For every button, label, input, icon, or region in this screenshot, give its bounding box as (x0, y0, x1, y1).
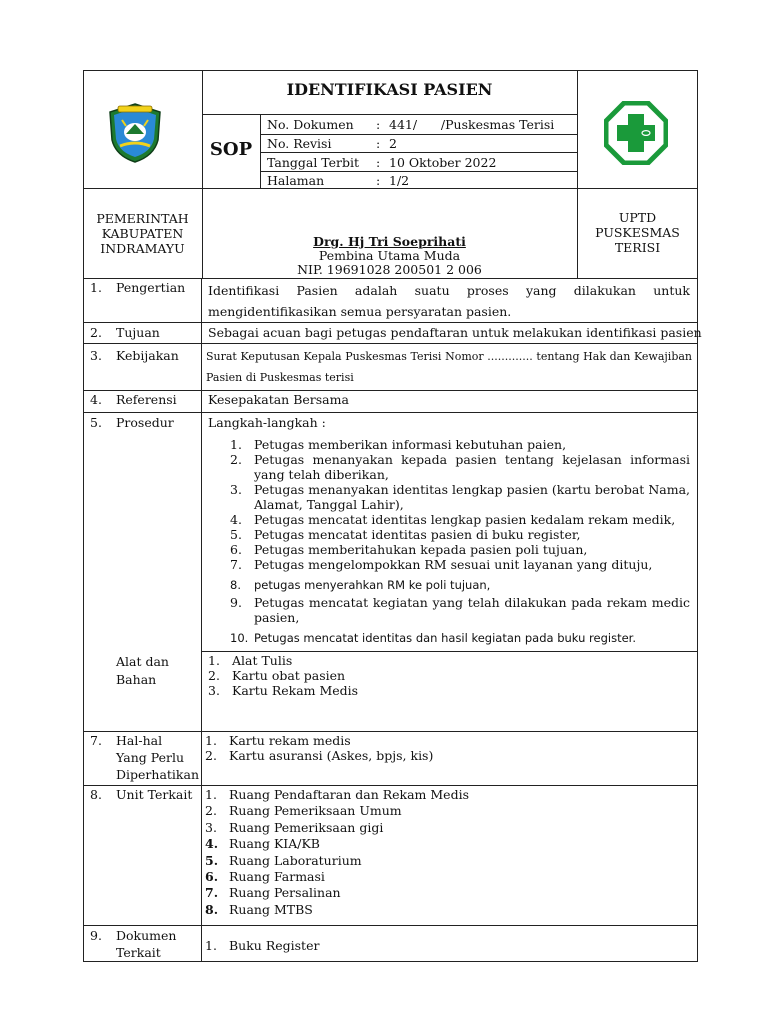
list-item: 8. Ruang MTBS (205, 901, 313, 917)
meta-label: Tanggal Terbit (267, 155, 360, 170)
section-label: Diperhatikan (116, 767, 199, 782)
section-number: 4. (90, 392, 102, 407)
section-label: Tujuan (116, 325, 160, 340)
meta-value-halaman: 1/2 (389, 173, 410, 188)
divider (83, 925, 698, 926)
section-label: Hal-hal (116, 733, 163, 748)
divider (260, 114, 261, 188)
divider (83, 278, 698, 279)
org-right-line: TERISI (614, 240, 661, 255)
divider (260, 171, 577, 172)
section-number: 5. (90, 415, 102, 430)
halhal-list (205, 733, 685, 763)
divider (83, 731, 698, 732)
list-item: 2. Petugas menanyakan kepada pasien tentang kejelasan informasi yang telah diberikan, (230, 452, 690, 482)
list-item: 1. Alat Tulis (208, 653, 293, 668)
prosedur-steps (230, 437, 690, 646)
tujuan-text: Sebagai acuan bagi petugas pendaftaran untuk melakukan identifikasi pasien (208, 325, 702, 340)
section-number: 8. (90, 787, 102, 802)
meta-value-tanggal: 10 Oktober 2022 (389, 155, 497, 170)
alat-list (208, 653, 688, 698)
divider (83, 390, 698, 391)
section-label: Unit Terkait (116, 787, 193, 802)
page-title: IDENTIFIKASI PASIEN (286, 80, 493, 99)
divider (83, 322, 698, 323)
dokumen-list (205, 938, 685, 953)
kebijakan-text: Surat Keputusan Kepala Puskesmas Terisi Nomor ............. tentang Hak dan Kewajiban Pasien di Puskesmas terisi (206, 350, 692, 384)
list-item: 2. Kartu obat pasien (208, 668, 346, 683)
list-item: 5. Petugas mencatat identitas pasien di buku register, (230, 527, 581, 542)
divider (83, 343, 698, 344)
list-item: 3. Kartu Rekam Medis (208, 683, 359, 698)
list-item: 4. Petugas mencatat identitas lengkap pasien kedalam rekam medik, (230, 512, 676, 527)
meta-label: Halaman (267, 173, 325, 188)
list-item: 10. Petugas mencatat identitas dan hasil kegiatan pada buku register. (230, 631, 636, 645)
signer-nip: NIP. 19691028 200501 2 006 (297, 262, 482, 277)
section-number: 7. (90, 733, 102, 748)
section-label: Dokumen (116, 928, 177, 943)
divider (201, 278, 202, 962)
list-item: 1. Kartu rekam medis (205, 733, 351, 748)
list-item: 2. Kartu asuransi (Askes, bpjs, kis) (205, 748, 434, 763)
section-label: Pengertian (116, 280, 186, 295)
referensi-text: Kesepakatan Bersama (208, 392, 349, 407)
org-left-line: KABUPATEN (101, 226, 184, 241)
signer-rank: Pembina Utama Muda (318, 248, 461, 263)
list-item: 8. petugas menyerahkan RM ke poli tujuan, (230, 578, 491, 592)
prosedur-intro: Langkah-langkah : (208, 415, 326, 430)
list-item: 9. Petugas mencatat kegiatan yang telah dilakukan pada rekam medic pasien, (230, 595, 690, 625)
section-number: 3. (90, 348, 102, 363)
divider (201, 651, 698, 652)
list-item: 3. Petugas menanyakan identitas lengkap pasien (kartu berobat Nama, Alamat, Tanggal Lahir), (230, 482, 690, 512)
list-item: 6. Petugas memberitahukan kepada pasien poli tujuan, (230, 542, 588, 557)
meta-label: No. Revisi (267, 136, 332, 151)
list-item: 6. Ruang Farmasi (205, 869, 325, 885)
unit-list (205, 787, 685, 918)
section-label: Referensi (116, 392, 177, 407)
section-number: 9. (90, 928, 102, 943)
list-item: 7. Ruang Persalinan (205, 885, 341, 901)
section-label: Yang Perlu (116, 750, 185, 765)
sop-label: SOP (209, 139, 253, 160)
divider (202, 114, 577, 115)
meta-sep: : (376, 173, 381, 188)
meta-value-dokumen: 441/ /Puskesmas Terisi (389, 117, 555, 132)
list-item: 1. Petugas memberikan informasi kebutuhan paien, (230, 437, 567, 452)
kabupaten-crest-logo (106, 100, 164, 164)
org-right-line: PUSKESMAS (595, 225, 680, 240)
org-left-line: PEMERINTAH (96, 211, 189, 226)
org-left-line: INDRAMAYU (100, 241, 185, 256)
list-item: 2. Ruang Pemeriksaan Umum (205, 803, 402, 819)
section-label: Prosedur (116, 415, 174, 430)
section-number: 2. (90, 325, 102, 340)
meta-value-revisi: 2 (389, 136, 397, 151)
divider (83, 785, 698, 786)
divider (260, 152, 577, 153)
org-right-line: UPTD (618, 210, 657, 225)
meta-label: No. Dokumen (267, 117, 354, 132)
list-item: 5. Ruang Laboraturium (205, 852, 362, 868)
signer-name: Drg. Hj Tri Soeprihati (313, 234, 466, 249)
puskesmas-cross-logo (604, 101, 668, 165)
section-label: Bahan (116, 672, 157, 687)
list-item: 7. Petugas mengelompokkan RM sesuai unit layanan yang dituju, (230, 557, 653, 572)
section-label: Terkait (116, 945, 161, 960)
divider (83, 188, 698, 189)
list-item: 1. Buku Register (205, 938, 320, 953)
section-number: 1. (90, 280, 102, 295)
pengertian-text: Identifikasi Pasien adalah suatu proses yang dilakukan untuk mengidentifikasikan semua persyaratan pasien. (208, 283, 690, 319)
list-item: 4. Ruang KIA/KB (205, 836, 320, 852)
list-item: 1. Ruang Pendaftaran dan Rekam Medis (205, 787, 469, 802)
meta-sep: : (376, 155, 381, 170)
meta-sep: : (376, 117, 381, 132)
meta-sep: : (376, 136, 381, 151)
list-item: 3. Ruang Pemeriksaan gigi (205, 819, 384, 835)
section-label: Alat dan (116, 654, 169, 669)
divider (83, 412, 698, 413)
divider (260, 134, 577, 135)
section-label: Kebijakan (116, 348, 179, 363)
